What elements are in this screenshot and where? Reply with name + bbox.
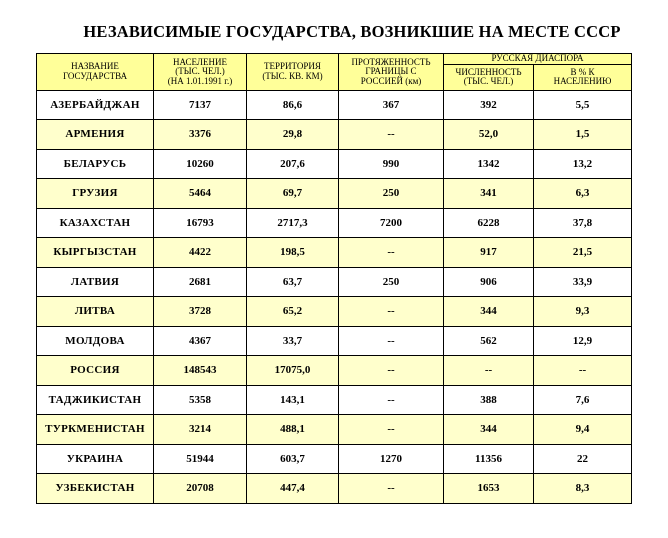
table-row <box>37 267 632 297</box>
page-title: НЕЗАВИСИМЫЕ ГОСУДАРСТВА, ВОЗНИКШИЕ НА МЕСТЕ СССР <box>83 22 621 41</box>
state-name-cell: КЫРГЫЗСТАН <box>37 238 154 268</box>
population-cell: 20708 <box>154 474 247 504</box>
table-body <box>37 90 632 503</box>
header-name <box>37 54 154 91</box>
diaspora-percent-cell: 8,3 <box>534 474 632 504</box>
diaspora-count-cell: 6228 <box>444 208 534 238</box>
diaspora-count-cell: 52,0 <box>444 120 534 150</box>
header-territory-line: (ТЫС. КВ. КМ) <box>262 70 323 81</box>
state-name-cell: УКРАИНА <box>37 444 154 474</box>
border-length-cell: -- <box>339 415 444 445</box>
border-length-cell: 990 <box>339 149 444 179</box>
table-row <box>37 297 632 327</box>
table-row <box>37 208 632 238</box>
header-diaspora-count <box>444 64 534 90</box>
territory-cell: 69,7 <box>247 179 339 209</box>
diaspora-percent-cell: 9,4 <box>534 415 632 445</box>
state-name-cell: УЗБЕКИСТАН <box>37 474 154 504</box>
header-population-line: (НА 1.01.1991 г.) <box>167 75 233 86</box>
border-length-cell: -- <box>339 238 444 268</box>
territory-cell: 207,6 <box>247 149 339 179</box>
table-row <box>37 444 632 474</box>
table-row <box>37 149 632 179</box>
border-length-cell: -- <box>339 120 444 150</box>
header-border <box>339 54 444 91</box>
border-length-cell: 1270 <box>339 444 444 474</box>
population-cell: 3376 <box>154 120 247 150</box>
table-row <box>37 179 632 209</box>
header-population-line: НАСЕЛЕНИЕ <box>172 56 228 67</box>
diaspora-percent-cell: 7,6 <box>534 385 632 415</box>
header-name-line: НАЗВАНИЕ <box>71 61 119 72</box>
diaspora-percent-cell: 5,5 <box>534 90 632 120</box>
header-border-line: ПРОТЯЖЕННОСТЬ <box>351 56 431 67</box>
header-diaspora-percent <box>534 64 632 90</box>
population-cell: 2681 <box>154 267 247 297</box>
diaspora-percent-cell: 12,9 <box>534 326 632 356</box>
state-name-cell: РОССИЯ <box>37 356 154 386</box>
population-cell: 16793 <box>154 208 247 238</box>
population-cell: 5464 <box>154 179 247 209</box>
state-name-cell: АЗЕРБАЙДЖАН <box>37 90 154 120</box>
territory-cell: 33,7 <box>247 326 339 356</box>
population-cell: 4367 <box>154 326 247 356</box>
diaspora-percent-cell: 33,9 <box>534 267 632 297</box>
header-territory <box>247 54 339 91</box>
border-length-cell: 250 <box>339 179 444 209</box>
table-row <box>37 415 632 445</box>
border-length-cell: 250 <box>339 267 444 297</box>
diaspora-percent-cell: 9,3 <box>534 297 632 327</box>
diaspora-percent-cell: -- <box>534 356 632 386</box>
header-population-line: (ТЫС. ЧЕЛ.) <box>175 66 225 76</box>
border-length-cell: -- <box>339 474 444 504</box>
header-diaspora-percent-line: В % К <box>570 66 595 77</box>
diaspora-count-cell: 11356 <box>444 444 534 474</box>
table-row <box>37 474 632 504</box>
territory-cell: 2717,3 <box>247 208 339 238</box>
table-row <box>37 90 632 120</box>
table-row <box>37 385 632 415</box>
population-cell: 51944 <box>154 444 247 474</box>
territory-cell: 198,5 <box>247 238 339 268</box>
state-name-cell: БЕЛАРУСЬ <box>37 149 154 179</box>
diaspora-percent-cell: 6,3 <box>534 179 632 209</box>
header-name-line: ГОСУДАРСТВА <box>62 70 128 81</box>
header-diaspora-percent-line: НАСЕЛЕНИЮ <box>553 76 612 86</box>
border-length-cell: -- <box>339 385 444 415</box>
state-name-cell: КАЗАХСТАН <box>37 208 154 238</box>
diaspora-count-cell: 344 <box>444 297 534 327</box>
table-row <box>37 356 632 386</box>
population-cell: 10260 <box>154 149 247 179</box>
diaspora-count-cell: 917 <box>444 238 534 268</box>
population-cell: 3214 <box>154 415 247 445</box>
border-length-cell: -- <box>339 297 444 327</box>
diaspora-count-cell: 344 <box>444 415 534 445</box>
population-cell: 148543 <box>154 356 247 386</box>
header-diaspora-count-line: ЧИСЛЕННОСТЬ <box>455 66 522 77</box>
territory-cell: 447,4 <box>247 474 339 504</box>
population-cell: 5358 <box>154 385 247 415</box>
territory-cell: 17075,0 <box>247 356 339 386</box>
territory-cell: 63,7 <box>247 267 339 297</box>
state-name-cell: ГРУЗИЯ <box>37 179 154 209</box>
border-length-cell: -- <box>339 356 444 386</box>
diaspora-count-cell: -- <box>444 356 534 386</box>
diaspora-count-cell: 388 <box>444 385 534 415</box>
diaspora-percent-cell: 37,8 <box>534 208 632 238</box>
border-length-cell: -- <box>339 326 444 356</box>
diaspora-percent-cell: 22 <box>534 444 632 474</box>
population-cell: 4422 <box>154 238 247 268</box>
state-name-cell: ЛИТВА <box>37 297 154 327</box>
territory-cell: 488,1 <box>247 415 339 445</box>
header-diaspora: РУССКАЯ ДИАСПОРА <box>444 54 632 65</box>
table-header <box>37 54 632 91</box>
state-name-cell: ЛАТВИЯ <box>37 267 154 297</box>
state-name-cell: АРМЕНИЯ <box>37 120 154 150</box>
border-length-cell: 367 <box>339 90 444 120</box>
header-territory-line: ТЕРРИТОРИЯ <box>264 61 321 72</box>
header-border-line: РОССИЕЙ (км) <box>360 75 422 86</box>
header-diaspora-count-line: (ТЫС. ЧЕЛ.) <box>463 76 514 86</box>
header-population <box>154 54 247 91</box>
table-row <box>37 238 632 268</box>
territory-cell: 29,8 <box>247 120 339 150</box>
diaspora-count-cell: 1653 <box>444 474 534 504</box>
territory-cell: 65,2 <box>247 297 339 327</box>
diaspora-count-cell: 562 <box>444 326 534 356</box>
diaspora-percent-cell: 13,2 <box>534 149 632 179</box>
territory-cell: 86,6 <box>247 90 339 120</box>
territory-cell: 603,7 <box>247 444 339 474</box>
diaspora-count-cell: 341 <box>444 179 534 209</box>
population-cell: 7137 <box>154 90 247 120</box>
diaspora-count-cell: 392 <box>444 90 534 120</box>
border-length-cell: 7200 <box>339 208 444 238</box>
diaspora-percent-cell: 21,5 <box>534 238 632 268</box>
states-table <box>36 53 632 504</box>
territory-cell: 143,1 <box>247 385 339 415</box>
state-name-cell: МОЛДОВА <box>37 326 154 356</box>
table-row <box>37 120 632 150</box>
state-name-cell: ТУРКМЕНИСТАН <box>37 415 154 445</box>
state-name-cell: ТАДЖИКИСТАН <box>37 385 154 415</box>
table-row <box>37 326 632 356</box>
population-cell: 3728 <box>154 297 247 327</box>
diaspora-count-cell: 1342 <box>444 149 534 179</box>
diaspora-count-cell: 906 <box>444 267 534 297</box>
diaspora-percent-cell: 1,5 <box>534 120 632 150</box>
header-border-line: ГРАНИЦЫ С <box>365 66 417 76</box>
